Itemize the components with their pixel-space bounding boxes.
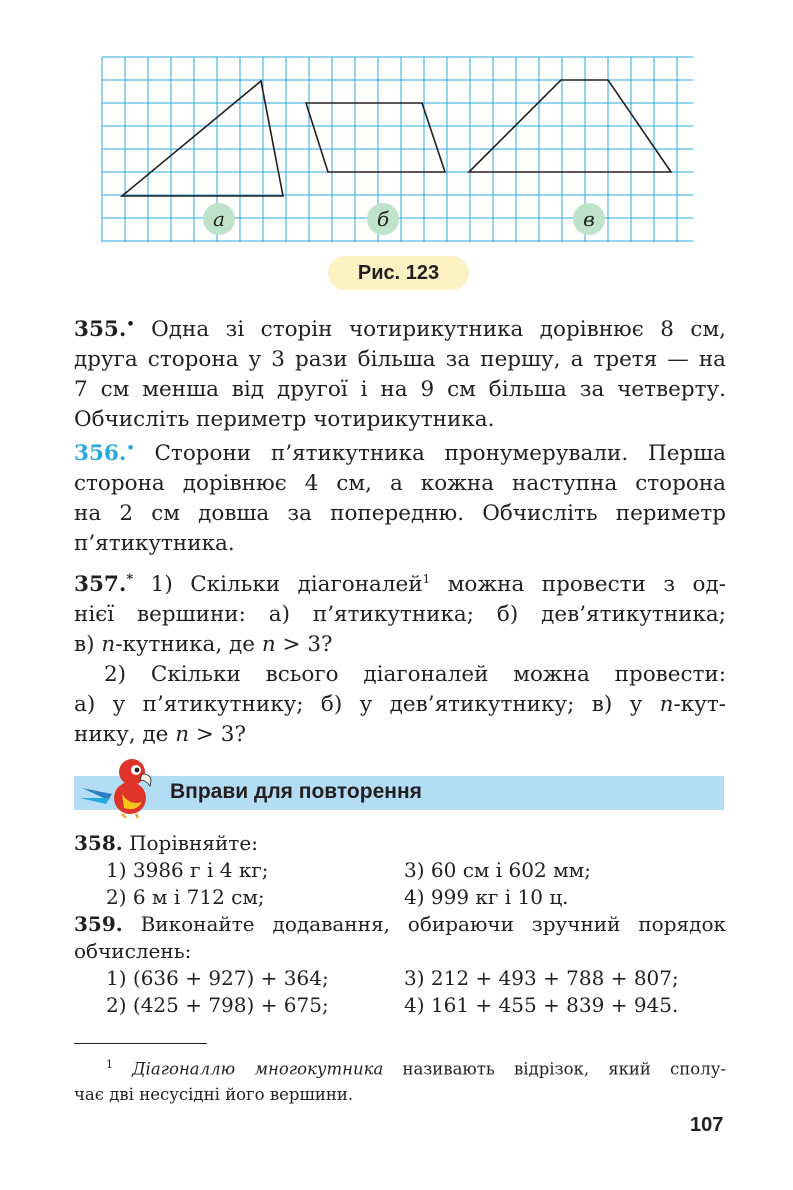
shape-label-v: в xyxy=(583,207,595,231)
exercise-item: 2) 6 м і 712 см; xyxy=(106,885,265,909)
exercise-number: 359. xyxy=(74,912,123,936)
problem-text: 7 см менша від другої і на 9 см більша за четверту. xyxy=(74,377,726,402)
exercise-358 xyxy=(74,830,726,911)
footnote-term: Діагоналлю многокутника xyxy=(132,1059,384,1079)
problem-text: Обчисліть периметр чотирикутника. xyxy=(74,407,495,432)
problem-text: а) у п’ятикутнику; б) у дев’ятикутнику; в) у xyxy=(74,692,660,718)
problem-text: можна провести з од- xyxy=(430,572,727,598)
problem-text: > 3? xyxy=(189,722,246,748)
footnote-ref: 1 xyxy=(422,572,431,586)
difficulty-mark: • xyxy=(126,317,135,332)
problem-text: сторона дорівнює 4 см, а кожна наступна сторона xyxy=(74,471,726,496)
exercise-item: 3) 212 + 493 + 788 + 807; xyxy=(404,966,679,990)
problem-357 xyxy=(74,564,726,750)
exercise-text: Порівняйте: xyxy=(122,831,258,855)
problem-text: п’ятикутника. xyxy=(74,531,235,556)
variable-n: n xyxy=(101,632,116,658)
problem-text: нику, де xyxy=(74,722,176,748)
problem-text: -кутника, де xyxy=(115,632,262,658)
problem-text: > 3? xyxy=(275,632,333,658)
problem-text: Сторони п’ятикутника пронумерували. Перша xyxy=(134,441,726,466)
variable-n: n xyxy=(261,632,276,658)
problem-number: 356. xyxy=(74,441,127,466)
exercise-item: 1) (636 + 927) + 364; xyxy=(106,966,329,990)
difficulty-mark: * xyxy=(126,572,134,588)
problem-text: нієї вершини: а) п’ятикутника; б) дев’ятикутника; xyxy=(74,602,726,628)
problem-number: 355. xyxy=(74,317,127,342)
footnote-divider xyxy=(74,1043,207,1044)
figure-123 xyxy=(0,0,793,300)
exercise-item: 2) (425 + 798) + 675; xyxy=(106,993,329,1017)
problem-text: друга сторона у 3 рази більша за першу, а третя — на xyxy=(74,347,726,372)
figure-caption xyxy=(328,256,469,290)
variable-n: n xyxy=(175,722,190,748)
exercise-item: 4) 999 кг і 10 ц. xyxy=(404,885,569,909)
exercise-item: 4) 161 + 455 + 839 + 945. xyxy=(404,993,679,1017)
exercise-item: 1) 3986 г і 4 кг; xyxy=(106,858,269,882)
shape-label-b: б xyxy=(376,207,390,231)
exercise-number: 358. xyxy=(74,831,123,855)
footnote xyxy=(74,1052,726,1107)
figure-caption-text: Рис. 123 xyxy=(357,261,440,284)
parrot-icon xyxy=(78,754,162,818)
difficulty-mark: • xyxy=(126,441,135,456)
problem-356 xyxy=(74,434,726,559)
problem-number: 357. xyxy=(74,572,127,598)
section-title: Вправи для повторення xyxy=(170,780,422,803)
problem-text: Одна зі сторін чотирикутника дорівнює 8 см, xyxy=(134,317,726,342)
problem-text: 2) Скільки всього діагоналей можна провести: xyxy=(104,662,726,688)
page-number: 107 xyxy=(690,1114,724,1136)
problem-text: в) xyxy=(74,632,102,658)
variable-n: n xyxy=(659,692,674,718)
exercise-text: обчислень: xyxy=(74,939,192,963)
exercise-text: Виконайте додавання, обираючи зручний порядок xyxy=(122,912,726,936)
exercise-359 xyxy=(74,911,726,1019)
problem-text: -кут- xyxy=(673,692,726,718)
footnote-mark: 1 xyxy=(106,1058,113,1071)
problem-text: 1) Скільки діагоналей xyxy=(133,572,423,598)
exercise-item: 3) 60 см і 602 мм; xyxy=(404,858,591,882)
problem-355 xyxy=(74,310,726,435)
problem-text: на 2 см довша за попередню. Обчисліть периметр xyxy=(74,501,726,526)
shape-label-a: а xyxy=(213,207,225,231)
footnote-text: чає дві несусідні його вершини. xyxy=(74,1084,354,1104)
footnote-text: називають відрізок, який сполу- xyxy=(383,1059,726,1079)
triangle-shape-a xyxy=(122,81,283,196)
